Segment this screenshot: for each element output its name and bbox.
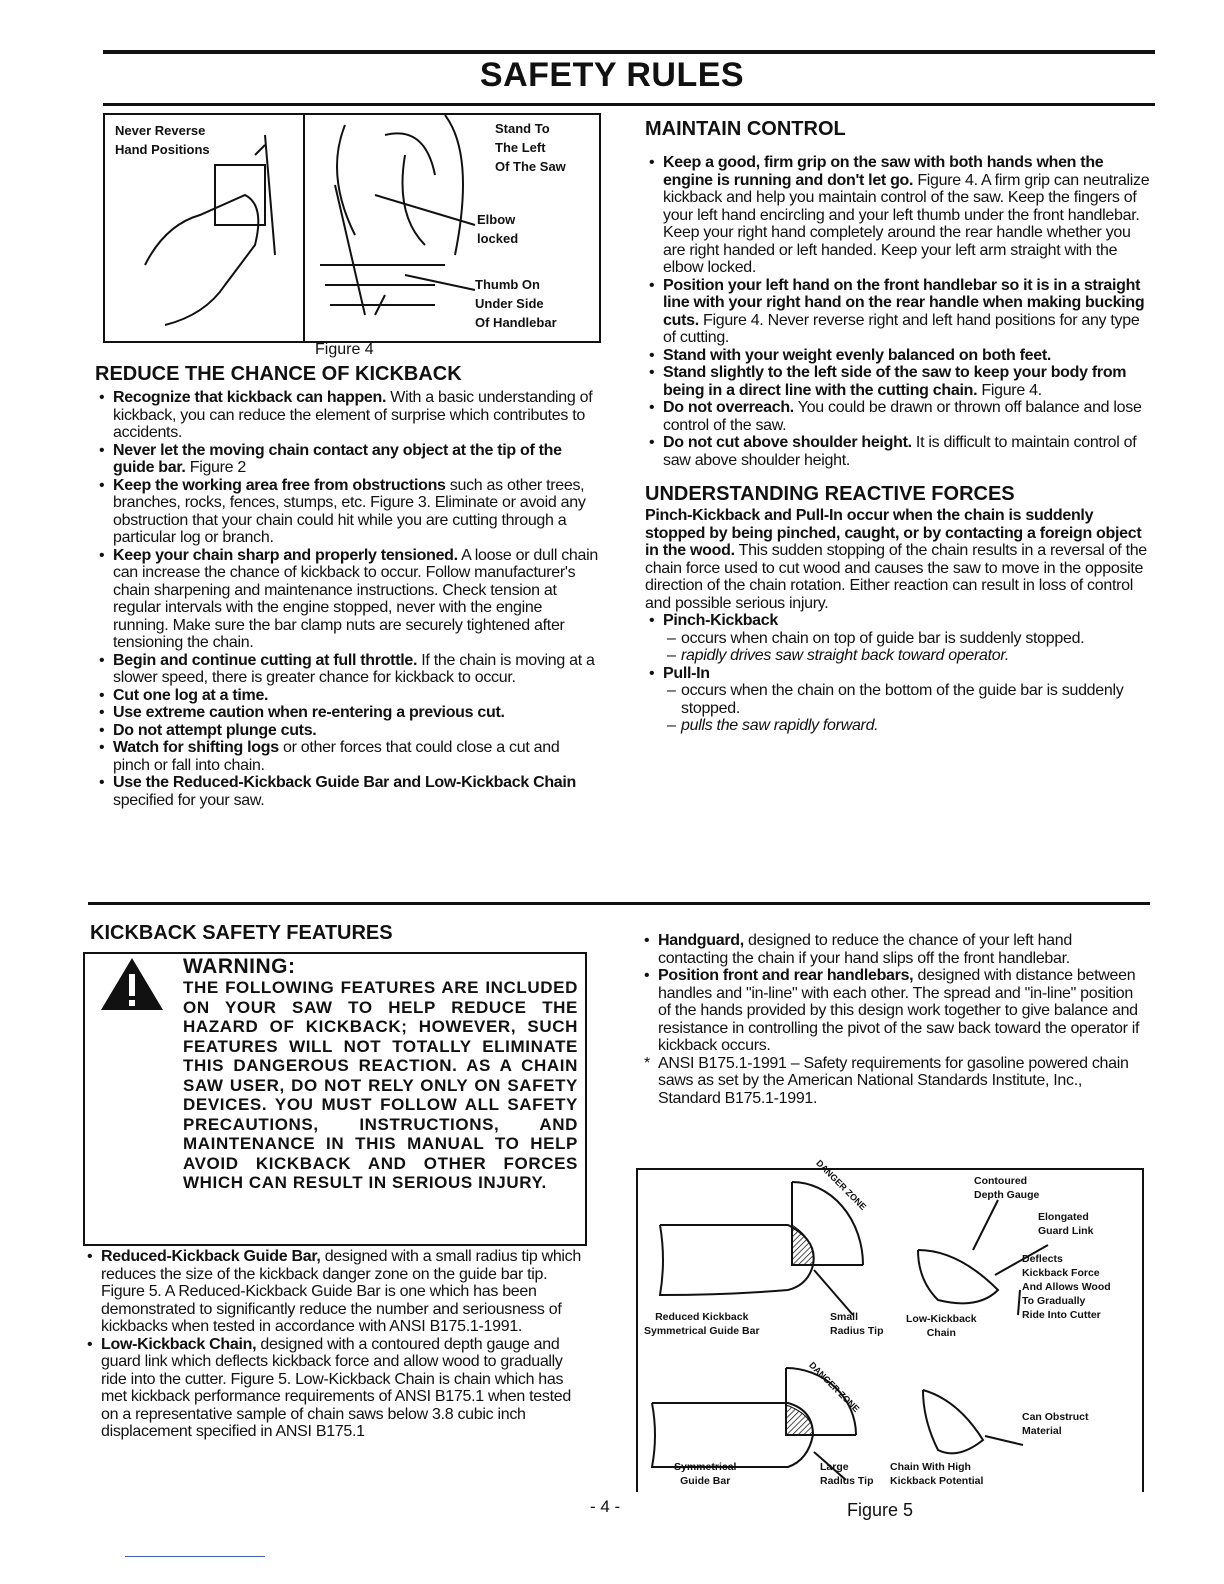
warning-box — [83, 952, 587, 1246]
warning-text: WARNING: THE FOLLOWING FEATURES ARE INCLUDED ON YOUR SAW TO HELP REDUCE THE HAZARD OF KICKBACK; HOWEVER, SUCH FEATURES WILL NOT TOTALLY ELIMINATE THIS DANGEROUS REACTION. AS A CHAIN SAW USER, DO NOT RELY ONLY ON SAFETY DEVICES. YOU MUST FOLLOW ALL SAFETY PRECAUTIONS, INSTRUCTIONS, AND MAINTENANCE IN THIS MANUAL TO HELP AVOID KICKBACK AND OTHER FORCES WHICH CAN RESULT IN SERIOUS INJURY. — [183, 955, 578, 1192]
control-section — [645, 118, 1150, 735]
pull-effect: – pulls the saw rapidly forward. — [667, 717, 1150, 735]
figure-4-caption: Figure 4 — [315, 341, 374, 358]
title-rule — [103, 103, 1155, 106]
list-item: • Position your left hand on the front handlebar so it is in a straight line with your right hand on the rear handle when making bucking cuts. Figure 4. Never reverse right and left hand positions for any type of cutting. — [645, 277, 1150, 347]
section-divider — [88, 902, 1150, 905]
bottom-mark — [125, 1556, 265, 1557]
list-item: • Cut one log at a time. — [95, 687, 600, 705]
contoured-depth-gauge-label: Contoured Depth Gauge — [974, 1175, 1040, 1201]
control-heading: MAINTAIN CONTROL — [645, 118, 846, 140]
ansi-footnote: * ANSI B175.1-1991 – Safety requirements for gasoline powered chain saws as set by the American National Standards Institute, Inc., Standard B175.1-1991. — [640, 1055, 1145, 1108]
list-item: • Low-Kickback Chain, designed with a contoured depth gauge and guard link which deflects kickback force and allow wood to gradually ride into the cutter. Figure 5. Low-Kickback Chain is chain which has met kickback performance requirements of ANSI B175.1 when tested on a representative sample of chain saws below 3.8 cubic inch displacement specified in ANSI B175.1 — [83, 1336, 588, 1441]
reduced-kickback-bar-label: Reduced Kickback Symmetrical Guide Bar — [644, 1311, 760, 1337]
top-rule — [103, 50, 1155, 54]
list-item: • Stand with your weight evenly balanced on both feet. — [645, 347, 1150, 365]
pinch-effect: – rapidly drives saw straight back toward operator. — [667, 647, 1150, 665]
list-item: • Do not attempt plunge cuts. — [95, 722, 600, 740]
list-item: • Do not cut above shoulder height. It is difficult to maintain control of saw above shoulder height. — [645, 434, 1150, 469]
features-right-list — [640, 932, 1145, 1107]
pull-in-item: • Pull-In — [645, 665, 1150, 683]
kickback-heading: REDUCE THE CHANCE OF KICKBACK — [95, 363, 462, 385]
list-item: • Use the Reduced-Kickback Guide Bar and Low-Kickback Chain specified for your saw. — [95, 774, 600, 809]
features-heading-wrap — [90, 922, 590, 948]
symmetrical-bar-label: Symmetrical Guide Bar — [674, 1461, 737, 1487]
features-heading: KICKBACK SAFETY FEATURES — [90, 922, 393, 944]
list-item: • Watch for shifting logs or other forces that could close a cut and pinch or fall into chain. — [95, 739, 600, 774]
stand-left-label: Stand To The Left Of The Saw — [495, 121, 566, 174]
pinch-kickback-item: • Pinch-Kickback — [645, 612, 1150, 630]
list-item: • Use extreme caution when re-entering a previous cut. — [95, 704, 600, 722]
list-item: • Do not overreach. You could be drawn or thrown off balance and lose control of the saw. — [645, 399, 1150, 434]
figure-4 — [103, 113, 601, 343]
reactive-heading: UNDERSTANDING REACTIVE FORCES — [645, 483, 1015, 505]
figure-5-caption: Figure 5 — [847, 1500, 914, 1520]
elbow-locked-label: Elbow locked — [477, 212, 519, 246]
warning-triangle-icon — [99, 956, 165, 1012]
pull-description: – occurs when the chain on the bottom of the guide bar is suddenly stopped. — [667, 682, 1150, 717]
large-radius-tip-label: Large Radius Tip — [820, 1461, 874, 1487]
elongated-guard-link-label: Elongated Guard Link — [1038, 1211, 1094, 1237]
page-title: SAFETY RULES — [479, 56, 745, 94]
figure-5 — [636, 1157, 1144, 1492]
page-number: - 4 - — [590, 1497, 621, 1516]
list-item: • Handguard, designed to reduce the chance of your left hand contacting the chain if your hand slips off the front handlebar. — [640, 932, 1145, 967]
kickback-section — [95, 363, 600, 809]
list-item: • Keep a good, firm grip on the saw with both hands when the engine is running and don't let go. Figure 4. A firm grip can neutralize kickback and help you maintain control of the saw. Keep the fingers of your left hand encircling and your left thumb under the front handlebar. Keep your right hand completely around the rear handle whether you are right handed or left handed. Keep your left arm straight with the elbow locked. — [645, 154, 1150, 277]
list-item: • Never let the moving chain contact any object at the tip of the guide bar. Figure 2 — [95, 442, 600, 477]
deflects-label: Deflects Kickback Force And Allows Wood To Gradually Ride Into Cutter — [1022, 1253, 1111, 1321]
list-item: • Begin and continue cutting at full throttle. If the chain is moving at a slower speed, there is greater chance for kickback to occur. — [95, 652, 600, 687]
high-kickback-chain-label: Chain With High Kickback Potential — [890, 1461, 984, 1487]
list-item: • Reduced-Kickback Guide Bar, designed with a small radius tip which reduces the size of the kickback danger zone on the guide bar tip. Figure 5. A Reduced-Kickback Guide Bar is one which has been demonstrated to significantly reduce the number and seriousness of kickbacks when tested in accordance with ANSI B175.1-1991. — [83, 1248, 588, 1336]
danger-zone-label: DANGER ZONE — [814, 1157, 869, 1213]
list-item: • Stand slightly to the left side of the saw to keep your body from being in a direct line with the cutting chain. Figure 4. — [645, 364, 1150, 399]
list-item: • Position front and rear handlebars, designed with distance between handles and "in-line" with each other. The spread and "in-line" position of the hands provided by this design work together to give balance and resistance in controlling the pivot of the saw back toward the operator if kickback occurs. — [640, 967, 1145, 1055]
can-obstruct-label: Can Obstruct Material — [1022, 1411, 1089, 1437]
features-left-list — [83, 1248, 588, 1441]
list-item: • Keep the working area free from obstructions such as other trees, branches, rocks, fences, stumps, etc. Figure 3. Eliminate or avoid any obstruction that your chain could hit while you are cutting through a particular log or branch. — [95, 477, 600, 547]
small-radius-tip-label: Small Radius Tip — [830, 1311, 884, 1337]
thumb-label: Thumb On Under Side Of Handlebar — [475, 277, 557, 330]
hand-positions-label: Never Reverse Hand Positions — [115, 123, 210, 157]
pinch-description: – occurs when chain on top of guide bar is suddenly stopped. — [667, 630, 1150, 648]
list-item: • Keep your chain sharp and properly tensioned. A loose or dull chain can increase the chance of kickback to occur. Follow manufacturer's chain sharpening and maintenance instructions. Check tension at regular intervals with the engine stopped, never with the engine running. Make sure the bar clamp nuts are securely tightened after tensioning the chain. — [95, 547, 600, 652]
list-item: • Recognize that kickback can happen. With a basic understanding of kickback, you can reduce the element of surprise which contributes to accidents. — [95, 389, 600, 442]
danger-zone-label-2: DANGER ZONE — [807, 1359, 862, 1415]
reactive-intro: Pinch-Kickback and Pull-In occur when the chain is suddenly stopped by being pinched, caught, or by contacting a foreign object in the wood. This sudden stopping of the chain results in a reversal of the chain force used to cut wood and causes the saw to move in the opposite direction of the chain rotation. Either reaction can result in loss of control and possible serious injury. — [645, 507, 1147, 612]
low-kickback-chain-label: Low-Kickback Chain — [906, 1313, 977, 1339]
